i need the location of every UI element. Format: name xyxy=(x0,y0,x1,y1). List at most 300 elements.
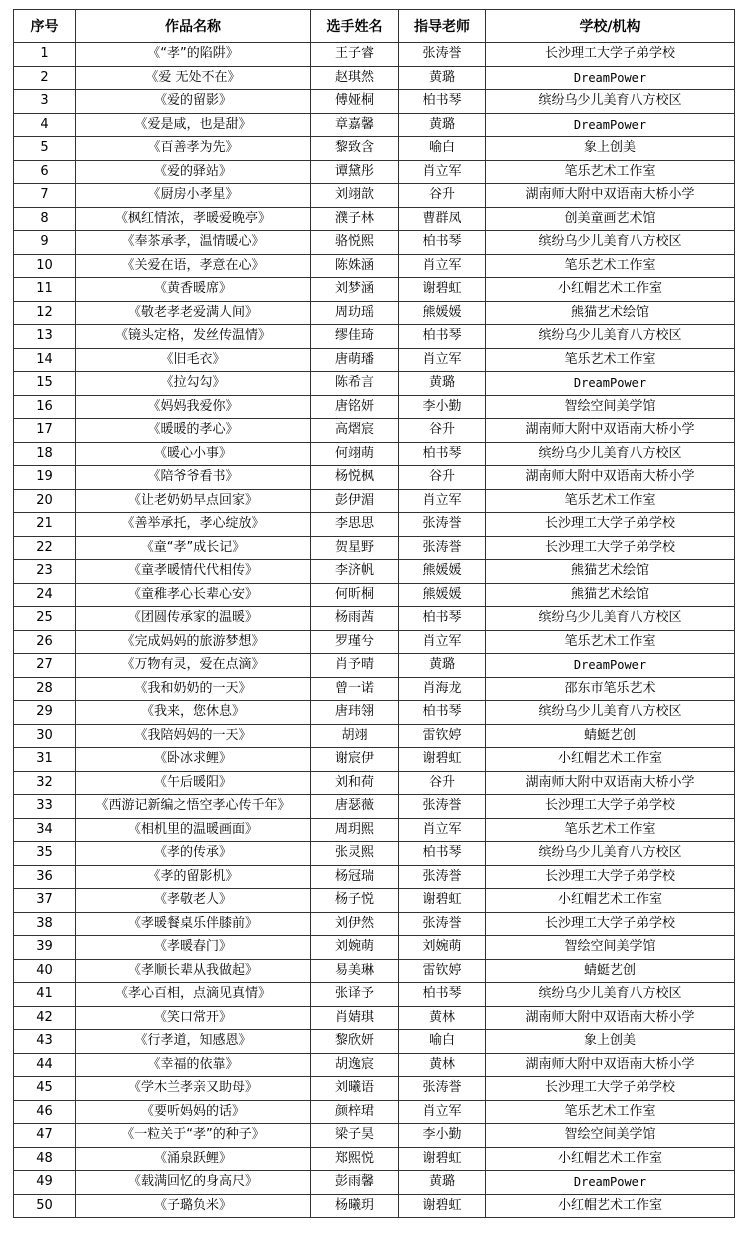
cell-index: 44 xyxy=(14,1053,76,1077)
cell-contestant: 曾一诺 xyxy=(311,677,399,701)
cell-contestant: 杨冠瑞 xyxy=(311,865,399,889)
cell-teacher: 柏书琴 xyxy=(399,442,486,466)
table-row xyxy=(14,278,735,302)
cell-index: 24 xyxy=(14,583,76,607)
cell-school: 象上创美 xyxy=(486,137,735,161)
cell-contestant: 唐玮翎 xyxy=(311,701,399,725)
cell-contestant: 黎致含 xyxy=(311,137,399,161)
cell-contestant: 刘伊然 xyxy=(311,912,399,936)
cell-contestant: 黎欣妍 xyxy=(311,1030,399,1054)
table-row xyxy=(14,795,735,819)
table-row xyxy=(14,983,735,1007)
cell-work-title: 《爱的留影》 xyxy=(76,90,311,114)
cell-school: 笔乐艺术工作室 xyxy=(486,818,735,842)
cell-school: 缤纷乌少儿美育八方校区 xyxy=(486,983,735,1007)
cell-school: 熊猫艺术绘馆 xyxy=(486,301,735,325)
cell-teacher: 黄林 xyxy=(399,1053,486,1077)
cell-teacher: 熊媛媛 xyxy=(399,301,486,325)
cell-work-title: 《童“孝”成长记》 xyxy=(76,536,311,560)
cell-teacher: 张涛誉 xyxy=(399,1077,486,1101)
table-row xyxy=(14,207,735,231)
cell-contestant: 胡翊 xyxy=(311,724,399,748)
cell-contestant: 刘梦涵 xyxy=(311,278,399,302)
cell-work-title: 《午后暖阳》 xyxy=(76,771,311,795)
cell-school: 笔乐艺术工作室 xyxy=(486,1100,735,1124)
cell-contestant: 胡逸宸 xyxy=(311,1053,399,1077)
cell-teacher: 肖立军 xyxy=(399,348,486,372)
cell-contestant: 刘和荷 xyxy=(311,771,399,795)
cell-school: 小红帽艺术工作室 xyxy=(486,278,735,302)
cell-school: 笔乐艺术工作室 xyxy=(486,630,735,654)
table-row xyxy=(14,1124,735,1148)
cell-school: 湖南师大附中双语南大桥小学 xyxy=(486,419,735,443)
cell-contestant: 刘翊歆 xyxy=(311,184,399,208)
cell-contestant: 何翊萌 xyxy=(311,442,399,466)
cell-school: 缤纷乌少儿美育八方校区 xyxy=(486,701,735,725)
table-row xyxy=(14,419,735,443)
cell-work-title: 《善举承托，孝心绽放》 xyxy=(76,513,311,537)
cell-work-title: 《子璐负米》 xyxy=(76,1194,311,1218)
cell-teacher: 谷升 xyxy=(399,466,486,490)
cell-index: 50 xyxy=(14,1194,76,1218)
cell-work-title: 《学木兰孝亲又助母》 xyxy=(76,1077,311,1101)
cell-contestant: 李思思 xyxy=(311,513,399,537)
cell-teacher: 黄璐 xyxy=(399,1171,486,1195)
cell-contestant: 章嘉馨 xyxy=(311,113,399,137)
cell-school: 蜻蜓艺创 xyxy=(486,959,735,983)
table-row xyxy=(14,254,735,278)
cell-work-title: 《陪爷爷看书》 xyxy=(76,466,311,490)
table-row xyxy=(14,372,735,396)
cell-work-title: 《百善孝为先》 xyxy=(76,137,311,161)
table-body xyxy=(14,43,735,1218)
cell-index: 7 xyxy=(14,184,76,208)
cell-work-title: 《西游记新编之悟空孝心传千年》 xyxy=(76,795,311,819)
cell-teacher: 肖立军 xyxy=(399,254,486,278)
cell-work-title: 《枫红情浓，孝暖爱晚亭》 xyxy=(76,207,311,231)
table-row xyxy=(14,325,735,349)
cell-contestant: 易美琳 xyxy=(311,959,399,983)
cell-index: 5 xyxy=(14,137,76,161)
cell-index: 36 xyxy=(14,865,76,889)
cell-work-title: 《孝敬老人》 xyxy=(76,889,311,913)
cell-school: 长沙理工大学子弟学校 xyxy=(486,513,735,537)
table-row xyxy=(14,818,735,842)
cell-work-title: 《涌泉跃鲤》 xyxy=(76,1147,311,1171)
table-row xyxy=(14,513,735,537)
cell-teacher: 张涛誉 xyxy=(399,536,486,560)
cell-teacher: 黄林 xyxy=(399,1006,486,1030)
table-row xyxy=(14,865,735,889)
cell-contestant: 谭黛彤 xyxy=(311,160,399,184)
cell-teacher: 熊媛媛 xyxy=(399,583,486,607)
cell-index: 40 xyxy=(14,959,76,983)
cell-work-title: 《“孝”的陷阱》 xyxy=(76,43,311,67)
cell-index: 3 xyxy=(14,90,76,114)
cell-contestant: 唐瑟薇 xyxy=(311,795,399,819)
cell-teacher: 张涛誉 xyxy=(399,43,486,67)
cell-index: 18 xyxy=(14,442,76,466)
table-row xyxy=(14,677,735,701)
table-header-row xyxy=(14,10,735,43)
cell-school: 长沙理工大学子弟学校 xyxy=(486,865,735,889)
table-row xyxy=(14,301,735,325)
cell-index: 10 xyxy=(14,254,76,278)
cell-index: 41 xyxy=(14,983,76,1007)
table-row xyxy=(14,583,735,607)
cell-school: 智绘空间美学馆 xyxy=(486,936,735,960)
cell-teacher: 谷升 xyxy=(399,771,486,795)
cell-contestant: 杨雨茜 xyxy=(311,607,399,631)
cell-contestant: 陈姝涵 xyxy=(311,254,399,278)
cell-teacher: 肖海龙 xyxy=(399,677,486,701)
cell-contestant: 梁子昊 xyxy=(311,1124,399,1148)
table-row xyxy=(14,442,735,466)
table-row xyxy=(14,748,735,772)
cell-index: 39 xyxy=(14,936,76,960)
cell-work-title: 《厨房小孝星》 xyxy=(76,184,311,208)
cell-contestant: 唐萌璠 xyxy=(311,348,399,372)
cell-school: 缤纷乌少儿美育八方校区 xyxy=(486,90,735,114)
table-row xyxy=(14,724,735,748)
cell-work-title: 《卧冰求鲤》 xyxy=(76,748,311,772)
table-row xyxy=(14,489,735,513)
table-row xyxy=(14,1194,735,1218)
cell-teacher: 雷钦婷 xyxy=(399,724,486,748)
cell-contestant: 濮子林 xyxy=(311,207,399,231)
cell-school: 笔乐艺术工作室 xyxy=(486,348,735,372)
cell-school: 长沙理工大学子弟学校 xyxy=(486,795,735,819)
table-row xyxy=(14,184,735,208)
table-row xyxy=(14,1030,735,1054)
cell-contestant: 谢宸伊 xyxy=(311,748,399,772)
cell-school: 创美童画艺术馆 xyxy=(486,207,735,231)
cell-work-title: 《孝的留影机》 xyxy=(76,865,311,889)
cell-index: 33 xyxy=(14,795,76,819)
cell-contestant: 刘曦语 xyxy=(311,1077,399,1101)
cell-index: 29 xyxy=(14,701,76,725)
cell-index: 6 xyxy=(14,160,76,184)
cell-teacher: 柏书琴 xyxy=(399,90,486,114)
table-row xyxy=(14,113,735,137)
cell-work-title: 《我和奶奶的一天》 xyxy=(76,677,311,701)
cell-school: 熊猫艺术绘馆 xyxy=(486,560,735,584)
cell-contestant: 唐铭妍 xyxy=(311,395,399,419)
cell-work-title: 《孝心百相，点滴见真情》 xyxy=(76,983,311,1007)
cell-teacher: 黄璐 xyxy=(399,654,486,678)
cell-contestant: 高熠宸 xyxy=(311,419,399,443)
cell-index: 9 xyxy=(14,231,76,255)
cell-teacher: 张涛誉 xyxy=(399,795,486,819)
cell-index: 14 xyxy=(14,348,76,372)
cell-school: 小红帽艺术工作室 xyxy=(486,1194,735,1218)
cell-work-title: 《幸福的依靠》 xyxy=(76,1053,311,1077)
header-index: 序号 xyxy=(14,10,76,43)
cell-index: 1 xyxy=(14,43,76,67)
cell-school: 缤纷乌少儿美育八方校区 xyxy=(486,607,735,631)
cell-work-title: 《孝暖春门》 xyxy=(76,936,311,960)
cell-teacher: 雷钦婷 xyxy=(399,959,486,983)
cell-school: 缤纷乌少儿美育八方校区 xyxy=(486,325,735,349)
table-row xyxy=(14,466,735,490)
cell-school: 缤纷乌少儿美育八方校区 xyxy=(486,442,735,466)
cell-school: 笔乐艺术工作室 xyxy=(486,489,735,513)
cell-teacher: 曹群凤 xyxy=(399,207,486,231)
cell-teacher: 肖立军 xyxy=(399,160,486,184)
table-row xyxy=(14,912,735,936)
cell-contestant: 陈希言 xyxy=(311,372,399,396)
cell-contestant: 肖予晴 xyxy=(311,654,399,678)
cell-index: 22 xyxy=(14,536,76,560)
cell-index: 35 xyxy=(14,842,76,866)
cell-index: 49 xyxy=(14,1171,76,1195)
table-row xyxy=(14,607,735,631)
cell-school: 蜻蜓艺创 xyxy=(486,724,735,748)
cell-school: 邵东市笔乐艺术 xyxy=(486,677,735,701)
cell-teacher: 谷升 xyxy=(399,184,486,208)
table-row xyxy=(14,137,735,161)
cell-index: 34 xyxy=(14,818,76,842)
cell-teacher: 谢碧虹 xyxy=(399,748,486,772)
cell-teacher: 黄璐 xyxy=(399,372,486,396)
table-row xyxy=(14,1171,735,1195)
cell-work-title: 《童稚孝心长辈心安》 xyxy=(76,583,311,607)
cell-school: DreamPower xyxy=(486,113,735,137)
cell-school: 象上创美 xyxy=(486,1030,735,1054)
cell-contestant: 肖婧琪 xyxy=(311,1006,399,1030)
cell-contestant: 何昕桐 xyxy=(311,583,399,607)
cell-index: 38 xyxy=(14,912,76,936)
cell-work-title: 《孝暖餐桌乐伴膝前》 xyxy=(76,912,311,936)
cell-work-title: 《关爱在语，孝意在心》 xyxy=(76,254,311,278)
header-contestant: 选手姓名 xyxy=(311,10,399,43)
cell-teacher: 张涛誉 xyxy=(399,513,486,537)
cell-work-title: 《童孝暖情代代相传》 xyxy=(76,560,311,584)
cell-school: 智绘空间美学馆 xyxy=(486,1124,735,1148)
cell-index: 19 xyxy=(14,466,76,490)
cell-school: 缤纷乌少儿美育八方校区 xyxy=(486,842,735,866)
cell-index: 11 xyxy=(14,278,76,302)
cell-index: 42 xyxy=(14,1006,76,1030)
cell-work-title: 《我来，您休息》 xyxy=(76,701,311,725)
cell-teacher: 柏书琴 xyxy=(399,701,486,725)
cell-school: 湖南师大附中双语南大桥小学 xyxy=(486,1006,735,1030)
cell-index: 13 xyxy=(14,325,76,349)
header-work-title: 作品名称 xyxy=(76,10,311,43)
cell-contestant: 郑熙悦 xyxy=(311,1147,399,1171)
cell-teacher: 谢碧虹 xyxy=(399,1147,486,1171)
cell-school: 长沙理工大学子弟学校 xyxy=(486,536,735,560)
cell-index: 21 xyxy=(14,513,76,537)
cell-work-title: 《妈妈我爱你》 xyxy=(76,395,311,419)
table-row xyxy=(14,1077,735,1101)
table-row xyxy=(14,43,735,67)
cell-school: DreamPower xyxy=(486,66,735,90)
table-row xyxy=(14,1100,735,1124)
cell-contestant: 骆悦熙 xyxy=(311,231,399,255)
cell-school: 笔乐艺术工作室 xyxy=(486,160,735,184)
cell-teacher: 谷升 xyxy=(399,419,486,443)
cell-teacher: 黄璐 xyxy=(399,66,486,90)
cell-index: 30 xyxy=(14,724,76,748)
cell-school: 长沙理工大学子弟学校 xyxy=(486,43,735,67)
cell-contestant: 周玥熙 xyxy=(311,818,399,842)
cell-index: 17 xyxy=(14,419,76,443)
cell-contestant: 缪佳琦 xyxy=(311,325,399,349)
table-row xyxy=(14,1147,735,1171)
table-row xyxy=(14,160,735,184)
cell-index: 47 xyxy=(14,1124,76,1148)
cell-index: 2 xyxy=(14,66,76,90)
cell-contestant: 赵琪然 xyxy=(311,66,399,90)
cell-index: 16 xyxy=(14,395,76,419)
cell-work-title: 《爱 无处不在》 xyxy=(76,66,311,90)
cell-work-title: 《相机里的温暖画面》 xyxy=(76,818,311,842)
cell-work-title: 《旧毛衣》 xyxy=(76,348,311,372)
cell-index: 45 xyxy=(14,1077,76,1101)
cell-index: 20 xyxy=(14,489,76,513)
cell-index: 32 xyxy=(14,771,76,795)
entries-table xyxy=(13,9,735,1218)
table-row xyxy=(14,1006,735,1030)
cell-teacher: 谢碧虹 xyxy=(399,1194,486,1218)
cell-school: 小红帽艺术工作室 xyxy=(486,748,735,772)
cell-work-title: 《爱是咸，也是甜》 xyxy=(76,113,311,137)
cell-contestant: 李济帆 xyxy=(311,560,399,584)
cell-work-title: 《笑口常开》 xyxy=(76,1006,311,1030)
cell-contestant: 张译予 xyxy=(311,983,399,1007)
header-teacher: 指导老师 xyxy=(399,10,486,43)
cell-contestant: 杨曦玥 xyxy=(311,1194,399,1218)
cell-index: 8 xyxy=(14,207,76,231)
cell-work-title: 《我陪妈妈的一天》 xyxy=(76,724,311,748)
cell-teacher: 柏书琴 xyxy=(399,983,486,1007)
cell-teacher: 张涛誉 xyxy=(399,865,486,889)
cell-work-title: 《万物有灵，爱在点滴》 xyxy=(76,654,311,678)
cell-teacher: 柏书琴 xyxy=(399,231,486,255)
table-row xyxy=(14,630,735,654)
cell-work-title: 《暖心小事》 xyxy=(76,442,311,466)
cell-teacher: 刘婉萌 xyxy=(399,936,486,960)
table-row xyxy=(14,536,735,560)
cell-school: 智绘空间美学馆 xyxy=(486,395,735,419)
cell-work-title: 《完成妈妈的旅游梦想》 xyxy=(76,630,311,654)
cell-index: 4 xyxy=(14,113,76,137)
table-row xyxy=(14,231,735,255)
table-row xyxy=(14,771,735,795)
cell-teacher: 肖立军 xyxy=(399,630,486,654)
cell-contestant: 彭伊湄 xyxy=(311,489,399,513)
cell-index: 25 xyxy=(14,607,76,631)
cell-teacher: 谢碧虹 xyxy=(399,278,486,302)
cell-work-title: 《黄香暖席》 xyxy=(76,278,311,302)
cell-teacher: 谢碧虹 xyxy=(399,889,486,913)
cell-index: 26 xyxy=(14,630,76,654)
table-row xyxy=(14,395,735,419)
cell-index: 12 xyxy=(14,301,76,325)
cell-work-title: 《暖暖的孝心》 xyxy=(76,419,311,443)
table-row xyxy=(14,560,735,584)
cell-teacher: 李小勤 xyxy=(399,395,486,419)
cell-index: 37 xyxy=(14,889,76,913)
cell-work-title: 《行孝道，知感恩》 xyxy=(76,1030,311,1054)
cell-work-title: 《孝顺长辈从我做起》 xyxy=(76,959,311,983)
cell-teacher: 李小勤 xyxy=(399,1124,486,1148)
cell-work-title: 《敬老孝老爱满人间》 xyxy=(76,301,311,325)
table-row xyxy=(14,889,735,913)
cell-teacher: 张涛誉 xyxy=(399,912,486,936)
cell-teacher: 黄璐 xyxy=(399,113,486,137)
cell-school: 小红帽艺术工作室 xyxy=(486,889,735,913)
cell-contestant: 傅娅桐 xyxy=(311,90,399,114)
cell-index: 31 xyxy=(14,748,76,772)
cell-teacher: 喻白 xyxy=(399,137,486,161)
table-row xyxy=(14,842,735,866)
cell-teacher: 肖立军 xyxy=(399,1100,486,1124)
cell-school: 长沙理工大学子弟学校 xyxy=(486,1077,735,1101)
cell-teacher: 肖立军 xyxy=(399,818,486,842)
cell-school: 湖南师大附中双语南大桥小学 xyxy=(486,1053,735,1077)
cell-school: 湖南师大附中双语南大桥小学 xyxy=(486,184,735,208)
cell-index: 43 xyxy=(14,1030,76,1054)
table-row xyxy=(14,959,735,983)
cell-school: 湖南师大附中双语南大桥小学 xyxy=(486,771,735,795)
cell-index: 27 xyxy=(14,654,76,678)
cell-teacher: 熊媛媛 xyxy=(399,560,486,584)
cell-contestant: 彭雨馨 xyxy=(311,1171,399,1195)
cell-index: 46 xyxy=(14,1100,76,1124)
cell-work-title: 《拉勾勾》 xyxy=(76,372,311,396)
cell-contestant: 贺星野 xyxy=(311,536,399,560)
cell-teacher: 柏书琴 xyxy=(399,842,486,866)
cell-work-title: 《孝的传承》 xyxy=(76,842,311,866)
cell-school: DreamPower xyxy=(486,1171,735,1195)
table-row xyxy=(14,1053,735,1077)
cell-teacher: 肖立军 xyxy=(399,489,486,513)
cell-contestant: 王子睿 xyxy=(311,43,399,67)
cell-work-title: 《要听妈妈的话》 xyxy=(76,1100,311,1124)
cell-index: 15 xyxy=(14,372,76,396)
cell-school: 缤纷乌少儿美育八方校区 xyxy=(486,231,735,255)
table-row xyxy=(14,654,735,678)
cell-contestant: 罗瑾兮 xyxy=(311,630,399,654)
cell-work-title: 《让老奶奶早点回家》 xyxy=(76,489,311,513)
cell-index: 28 xyxy=(14,677,76,701)
cell-school: 小红帽艺术工作室 xyxy=(486,1147,735,1171)
table-row xyxy=(14,348,735,372)
cell-work-title: 《载满回忆的身高尺》 xyxy=(76,1171,311,1195)
cell-contestant: 杨悦枫 xyxy=(311,466,399,490)
cell-index: 23 xyxy=(14,560,76,584)
cell-work-title: 《一粒关于“孝”的种子》 xyxy=(76,1124,311,1148)
cell-work-title: 《奉茶承孝，温情暖心》 xyxy=(76,231,311,255)
cell-contestant: 周玏瑶 xyxy=(311,301,399,325)
cell-work-title: 《镜头定格，发丝传温情》 xyxy=(76,325,311,349)
cell-teacher: 柏书琴 xyxy=(399,325,486,349)
table-row xyxy=(14,701,735,725)
cell-contestant: 刘婉萌 xyxy=(311,936,399,960)
cell-teacher: 喻白 xyxy=(399,1030,486,1054)
cell-school: 湖南师大附中双语南大桥小学 xyxy=(486,466,735,490)
cell-work-title: 《团圆传承家的温暖》 xyxy=(76,607,311,631)
cell-school: 长沙理工大学子弟学校 xyxy=(486,912,735,936)
cell-school: DreamPower xyxy=(486,654,735,678)
table-row xyxy=(14,90,735,114)
table-row xyxy=(14,936,735,960)
cell-contestant: 杨子悦 xyxy=(311,889,399,913)
cell-teacher: 柏书琴 xyxy=(399,607,486,631)
cell-work-title: 《爱的驿站》 xyxy=(76,160,311,184)
